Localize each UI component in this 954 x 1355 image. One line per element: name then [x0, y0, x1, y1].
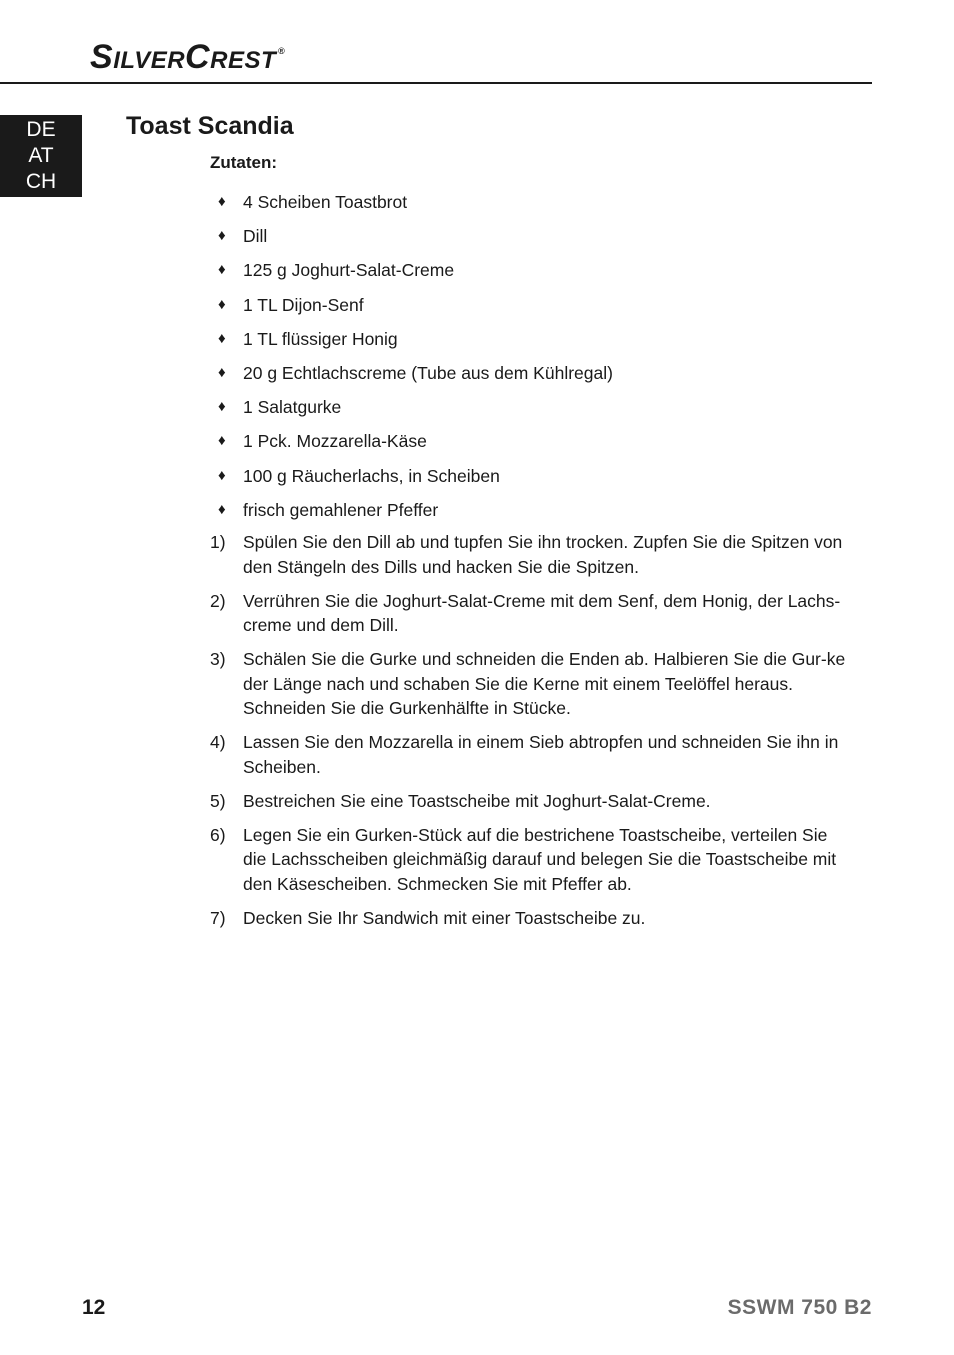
step-number: 2) [210, 590, 226, 611]
step-text: Lassen Sie den Mozzarella in einem Sieb abtropfen und schneiden Sie ihn in Scheiben. [243, 732, 839, 777]
ingredient-text: 1 Pck. Mozzarella-Käse [243, 431, 427, 452]
ingredient-text: 4 Scheiben Toastbrot [243, 192, 408, 212]
ingredients-list [210, 190, 850, 532]
registered-mark: ® [278, 46, 286, 56]
list-item [210, 258, 850, 292]
step-text: Bestreichen Sie eine Toastscheibe mit Joghurt-Salat-Creme. [243, 790, 711, 811]
ingredient-text: 1 Salatgurke [243, 397, 342, 418]
list-item [210, 361, 850, 395]
diamond-bullet-icon: ♦ [218, 329, 226, 347]
step-number: 3) [210, 649, 226, 670]
ingredient-text: 20 g Echtlachscreme (Tube aus dem Kühlregal) [243, 362, 613, 383]
ingredient-text: Dill [243, 226, 268, 247]
step-text: Verrühren Sie die Joghurt-Salat-Creme mit dem Senf, dem Honig, der Lachs-creme und dem Dill. [243, 590, 841, 636]
step-text: Legen Sie ein Gurken-Stück auf die bestrichene Toastscheibe, verteilen Sie die Lachsscheiben gleichmäßig darauf und belegen Sie die Toastscheibe mit den Käsescheiben. Schmecken Sie mit Pfeffer ab. [243, 824, 837, 895]
step-number: 5) [210, 790, 226, 811]
diamond-bullet-icon: ♦ [218, 363, 226, 381]
step-item [210, 906, 850, 931]
step-number: 7) [210, 908, 226, 929]
step-number: 4) [210, 732, 226, 753]
step-text: Schälen Sie die Gurke und schneiden die Enden ab. Halbieren Sie die Gur-ke der Länge nach und schaben Sie die Kerne mit einem Teelöffel heraus. Schneiden Sie die Gurkenhälfte in Stücke. [243, 649, 846, 719]
list-item [210, 464, 850, 498]
step-item [210, 589, 850, 638]
brand-initial-c: C [185, 38, 211, 76]
list-item [210, 498, 850, 532]
language-tab [0, 115, 82, 197]
ingredient-text: frisch gemahlener Pfeffer [243, 499, 439, 520]
step-text: Spülen Sie den Dill ab und tupfen Sie ihn trocken. Zupfen Sie die Spitzen von den Stängeln des Dills und hacken Sie die Spitzen. [243, 532, 843, 577]
language-de: DE [26, 118, 56, 141]
brand-word-rest: REST [210, 47, 277, 74]
diamond-bullet-icon: ♦ [218, 432, 226, 450]
step-item [210, 730, 850, 779]
diamond-bullet-icon: ♦ [218, 466, 226, 484]
brand-initial-s: S [90, 38, 114, 76]
page-number: 12 [82, 1296, 106, 1319]
ingredients-heading: Zutaten: [210, 153, 278, 172]
diamond-bullet-icon: ♦ [218, 398, 226, 416]
brand-word-ilver: ILVER [113, 47, 186, 74]
list-item [210, 224, 850, 258]
language-ch: CH [25, 170, 57, 193]
diamond-bullet-icon: ♦ [218, 193, 226, 210]
list-item [210, 395, 850, 429]
ingredient-text: 1 TL flüssiger Honig [243, 328, 398, 349]
step-number: 1) [210, 532, 226, 552]
brand-logo [90, 38, 285, 77]
ingredient-text: 100 g Räucherlachs, in Scheiben [243, 465, 500, 486]
step-number: 6) [210, 824, 226, 845]
step-item [210, 530, 850, 579]
diamond-bullet-icon: ♦ [218, 295, 226, 313]
step-item [210, 823, 850, 897]
list-item [210, 429, 850, 463]
language-at: AT [28, 144, 54, 167]
list-item [210, 190, 850, 224]
ingredient-text: 1 TL Dijon-Senf [243, 294, 364, 315]
step-text: Decken Sie Ihr Sandwich mit einer Toastscheibe zu. [243, 908, 646, 929]
list-item [210, 327, 850, 361]
diamond-bullet-icon: ♦ [218, 261, 226, 279]
list-item [210, 293, 850, 327]
diamond-bullet-icon: ♦ [218, 500, 226, 518]
model-number: SSWM 750 B2 [727, 1296, 872, 1319]
step-item [210, 647, 850, 721]
step-item [210, 789, 850, 814]
recipe-title: Toast Scandia [126, 112, 294, 140]
header-divider [0, 82, 872, 84]
ingredient-text: 125 g Joghurt-Salat-Creme [243, 260, 455, 281]
steps-list [210, 530, 850, 940]
diamond-bullet-icon: ♦ [218, 227, 226, 245]
